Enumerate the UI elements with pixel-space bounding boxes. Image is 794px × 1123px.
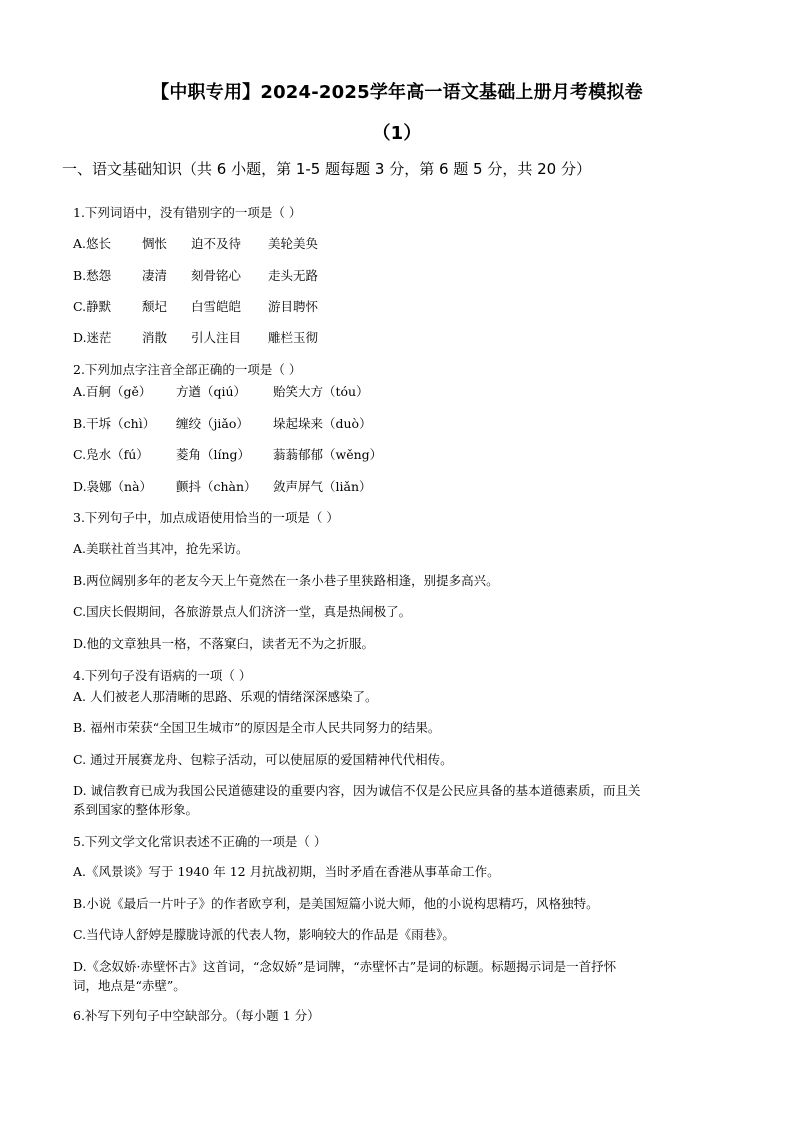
q1-b-word4: 走头无路 — [268, 268, 319, 283]
q1-a-word1: A.悠长 — [73, 236, 112, 251]
q5-option-c: C.当代诗人舒婷是朦胧诗派的代表人物，影响较大的作品是《雨巷》。 — [73, 927, 455, 942]
q2-a-item2: 方遒（qiú） — [176, 384, 247, 399]
q2-b-item3: 垛起垛来（duò） — [273, 416, 372, 431]
q2-a-item1: A.百舸（gě） — [73, 384, 152, 399]
q5-option-d-line2: 词，地点是“赤壁”。 — [73, 978, 186, 993]
q4-option-b: B. 福州市荣获“全国卫生城市”的原因是全市人民共同努力的结果。 — [73, 720, 441, 735]
q5-stem: 5.下列文学文化常识表述不正确的一项是（ ） — [73, 834, 327, 849]
q1-option-c — [73, 299, 318, 315]
q2-a-item3: 贻笑大方（tóu） — [273, 384, 369, 399]
q1-stem: 1.下列词语中，没有错别字的一项是（ ） — [73, 205, 302, 220]
q3-option-c: C.国庆长假期间，各旅游景点人们济济一堂，真是热闹极了。 — [73, 604, 412, 619]
q3-option-a: A.美联社首当其冲，抢先采访。 — [73, 541, 249, 556]
q3-option-d: D.他的文章独具一格，不落窠臼，读者无不为之折服。 — [73, 636, 375, 651]
q1-c-word1: C.静默 — [73, 299, 112, 314]
q1-d-word1: D.迷茫 — [73, 330, 112, 345]
q2-option-d — [73, 479, 372, 495]
q3-stem: 3.下列句子中，加点成语使用恰当的一项是（ ） — [73, 510, 339, 525]
exam-title-number: （1） — [372, 123, 422, 144]
q6-stem: 6.补写下列句子中空缺部分。（每小题 1 分） — [73, 1008, 320, 1023]
q2-b-item2: 缠绞（jiǎo） — [176, 416, 249, 431]
q1-d-word2: 消散 — [142, 330, 168, 345]
q1-c-word2: 颓圮 — [142, 299, 168, 314]
q2-c-item3: 蓊蓊郁郁（wěng） — [273, 447, 383, 462]
exam-title: 【中职专用】2024-2025学年高一语文基础上册月考模拟卷 — [151, 82, 643, 103]
q4-stem: 4.下列句子没有语病的一项（ ） — [73, 668, 252, 683]
q2-c-item2: 菱角（líng） — [176, 447, 251, 462]
q1-option-d — [73, 330, 318, 346]
q4-option-d-line1: D. 诚信教育已成为我国公民道德建设的重要内容，因为诚信不仅是公民应具备的基本道德素质，而且关 — [73, 783, 641, 798]
q2-option-c — [73, 447, 382, 463]
q2-stem: 2.下列加点字注音全部正确的一项是（ ） — [73, 362, 302, 377]
q5-option-a: A.《风景谈》写于 1940 年 12 月抗战初期，当时矛盾在香港从事革命工作。 — [73, 864, 500, 879]
q1-d-word4: 雕栏玉彻 — [268, 330, 319, 345]
q1-c-word3: 白雪皑皑 — [191, 299, 242, 314]
q4-option-d-line2: 系到国家的整体形象。 — [73, 802, 199, 817]
q1-c-word4: 游目聘怀 — [268, 299, 319, 314]
q4-option-a: A. 人们被老人那清晰的思路、乐观的情绪深深感染了。 — [73, 689, 378, 704]
q1-a-word4: 美轮美奂 — [268, 236, 319, 251]
q1-b-word3: 刻骨铭心 — [191, 268, 242, 283]
q2-d-item2: 颤抖（chàn） — [176, 479, 257, 494]
q2-d-item1: D.袅娜（nà） — [73, 479, 153, 494]
q2-b-item1: B.干坼（chì） — [73, 416, 156, 431]
q1-d-word3: 引人注目 — [191, 330, 242, 345]
q1-b-word2: 凄清 — [142, 268, 168, 283]
q1-option-b — [73, 268, 318, 284]
q4-option-c: C. 通过开展赛龙舟、包粽子活动，可以使屈原的爱国精神代代相传。 — [73, 752, 453, 767]
q1-option-a — [73, 236, 318, 252]
q1-a-word3: 迫不及待 — [191, 236, 242, 251]
q2-option-b — [73, 416, 372, 432]
section-heading: 一、语文基础知识（共 6 小题，第 1-5 题每题 3 分，第 6 题 5 分，共 20 分） — [62, 160, 591, 178]
q2-option-a — [73, 384, 369, 400]
q1-a-word2: 惆怅 — [142, 236, 168, 251]
q5-option-d-line1: D.《念奴娇·赤壁怀古》这首词，“念奴娇”是词牌，“赤壁怀古”是词的标题。标题揭示词是一首抒怀 — [73, 959, 617, 974]
q2-c-item1: C.凫水（fú） — [73, 447, 149, 462]
q5-option-b: B.小说《最后一片叶子》的作者欧亨利，是美国短篇小说大师，他的小说构思精巧，风格独特。 — [73, 896, 599, 911]
q2-d-item3: 敛声屏气（liǎn） — [273, 479, 372, 494]
q1-b-word1: B.愁怨 — [73, 268, 112, 283]
q3-option-b: B.两位阔别多年的老友今天上午竟然在一条小巷子里狭路相逢，别提多高兴。 — [73, 573, 499, 588]
